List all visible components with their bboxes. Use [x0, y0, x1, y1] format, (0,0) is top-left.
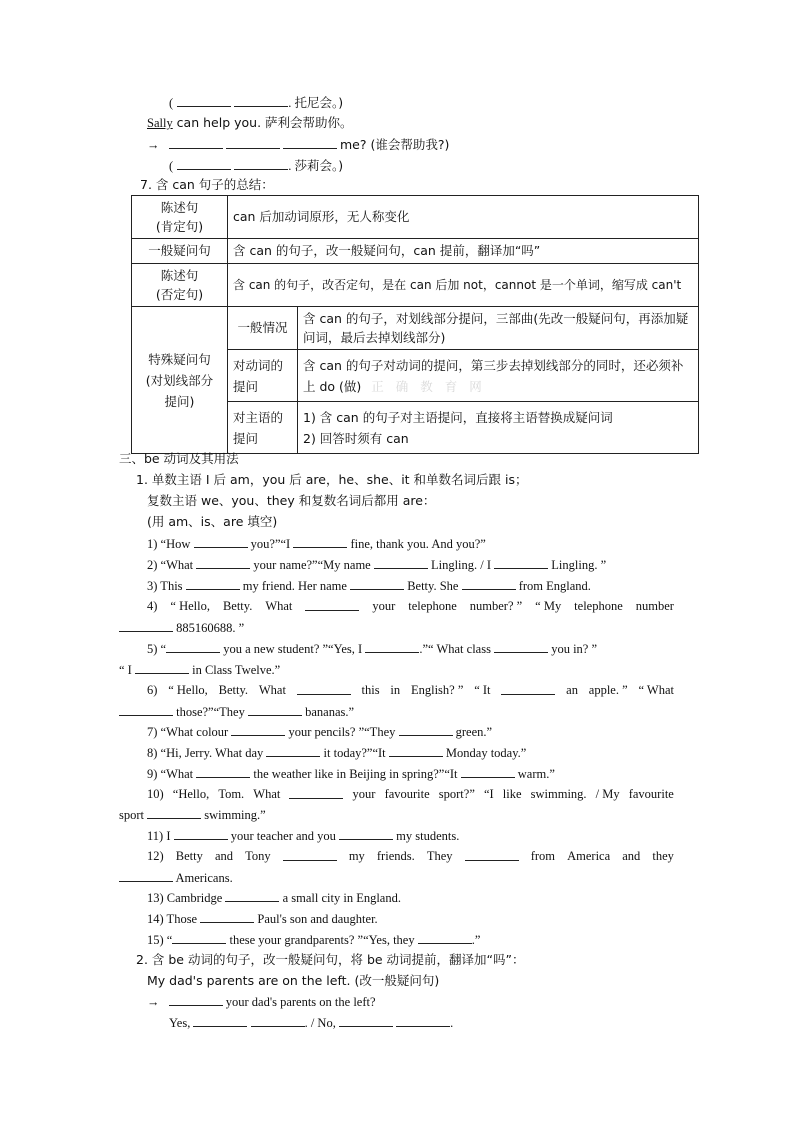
blank[interactable]	[396, 1014, 450, 1027]
blank[interactable]	[297, 682, 351, 695]
blank[interactable]	[494, 556, 548, 569]
blank[interactable]	[339, 827, 393, 840]
exercise-9: 9) “What the weather like in Beijing in spring?”“It warm.”	[147, 767, 555, 781]
blank[interactable]	[200, 910, 254, 923]
answer-line-2: ( . 莎莉会。)	[169, 158, 344, 173]
blank[interactable]	[462, 577, 516, 590]
blank[interactable]	[166, 640, 220, 653]
exercise-6-cont: those?”“They bananas.”	[119, 703, 354, 720]
blank[interactable]	[135, 661, 189, 674]
blank[interactable]	[365, 640, 419, 653]
table-row: 陈述句 (肯定句) can 后加动词原形，无人称变化	[132, 196, 699, 239]
blank[interactable]	[225, 889, 279, 902]
table-row: 对动词的 提问 含 can 的句子对动词的提问，第三步去掉划线部分的同时，还必须补上 do (做) 正 确 教 育 网	[132, 350, 699, 402]
blank[interactable]	[147, 806, 201, 819]
blank[interactable]	[177, 94, 231, 107]
can-summary-table	[131, 195, 699, 454]
blank[interactable]	[293, 535, 347, 548]
answer-line-1: ( . 托尼会。)	[169, 95, 344, 110]
exercise-13: 13) Cambridge a small city in England.	[147, 891, 401, 905]
blank[interactable]	[374, 556, 428, 569]
table-row: 一般疑问句 含 can 的句子，改一般疑问句，can 提前，翻译加“吗”	[132, 239, 699, 264]
exercise-5-cont: “ I in Class Twelve.”	[119, 663, 281, 677]
blank[interactable]	[418, 931, 472, 944]
exercise-14: 14) Those Paul's son and daughter.	[147, 912, 378, 926]
blank[interactable]	[186, 577, 240, 590]
watermark: 正 确 教 育 网	[371, 378, 486, 394]
part2-heading: 2. 含 be 动词的句子，改一般疑问句，将 be 动词提前，翻译加“吗”：	[136, 952, 525, 967]
blank[interactable]	[172, 931, 226, 944]
blank[interactable]	[305, 598, 359, 611]
blank[interactable]	[283, 848, 337, 861]
arrow-icon: →	[147, 138, 160, 152]
part2-answer: Yes, . / No, .	[169, 1016, 454, 1030]
exercise-4-cont: 885160688. ”	[119, 619, 244, 636]
exercise-10: 10) “Hello, Tom. What your favourite sport?” “I like swimming. / My favourite	[147, 787, 674, 801]
table-row: 特殊疑问句 (对划线部分 提问) 一般情况 含 can 的句子，对划线部分提问，三部曲(先改一般疑问句，再添加疑问词，最后去掉划线部分)	[132, 307, 699, 350]
blank[interactable]	[283, 136, 337, 149]
blank[interactable]	[119, 703, 173, 716]
blank[interactable]	[251, 1014, 305, 1027]
blank[interactable]	[226, 136, 280, 149]
exercise-11: 11) I your teacher and you my students.	[147, 829, 460, 843]
blank[interactable]	[339, 1014, 393, 1027]
blank[interactable]	[248, 703, 302, 716]
blank[interactable]	[119, 869, 173, 882]
exercise-4: 4) “ Hello, Betty. What your telephone number? ” “ My telephone number	[147, 599, 674, 613]
blank[interactable]	[119, 619, 173, 632]
table-row: 陈述句 (否定句) 含 can 的句子，改否定句，是在 can 后加 not，cannot 是一个单词，缩写成 can't	[132, 264, 699, 307]
exercise-3: 3) This my friend. Her name Betty. She from England.	[147, 579, 591, 593]
summary-heading: 7. 含 can 句子的总结：	[140, 177, 274, 192]
blank[interactable]	[399, 723, 453, 736]
blank[interactable]	[289, 786, 343, 799]
exercise-12: 12) Betty and Tony my friends. They from America and they	[147, 849, 674, 863]
blank[interactable]	[196, 765, 250, 778]
exercise-10-cont: sport swimming.”	[119, 808, 266, 822]
part2-example: My dad's parents are on the left. (改一般疑问句)	[147, 973, 440, 988]
exercise-7: 7) “What colour your pencils? ”“They green.”	[147, 725, 493, 739]
section-title: 三、be 动词及其用法	[119, 451, 239, 466]
blank[interactable]	[234, 157, 288, 170]
instruction: (用 am、is、are 填空)	[147, 514, 278, 529]
rule-text: 复数主语 we、you、they 和复数名词后都用 are：	[147, 493, 436, 508]
rule-text: 1. 单数主语 I 后 am，you 后 are，he、she、it 和单数名词后跟 is；	[136, 472, 528, 487]
blank[interactable]	[196, 556, 250, 569]
blank[interactable]	[193, 1014, 247, 1027]
exercise-8: 8) “Hi, Jerry. What day it today?”“It Monday today.”	[147, 746, 527, 760]
blank[interactable]	[389, 744, 443, 757]
exercise-5: 5) “ you a new student? ”“Yes, I .”“ What class you in? ”	[147, 642, 598, 656]
blank[interactable]	[234, 94, 288, 107]
blank[interactable]	[169, 993, 223, 1006]
blank[interactable]	[266, 744, 320, 757]
table-row: 对主语的 提问 1) 含 can 的句子对主语提问，直接将主语替换成疑问词 2) 回答时须有 can	[132, 402, 699, 454]
blank[interactable]	[501, 682, 555, 695]
example-sentence: Sally can help you. 萨利会帮助你。	[147, 115, 353, 130]
blank[interactable]	[350, 577, 404, 590]
blank[interactable]	[494, 640, 548, 653]
blank[interactable]	[177, 157, 231, 170]
question-line: → me? (谁会帮助我?)	[147, 137, 450, 152]
blank[interactable]	[194, 535, 248, 548]
exercise-2: 2) “What your name?”“My name Lingling. / I Lingling. ”	[147, 558, 607, 572]
exercise-12-cont: Americans.	[119, 869, 233, 886]
exercise-1: 1) “How you?”“I fine, thank you. And you?”	[147, 537, 486, 551]
exercise-15: 15) “ these your grandparents? ”“Yes, they .”	[147, 933, 481, 947]
arrow-icon: →	[147, 995, 160, 1009]
blank[interactable]	[461, 765, 515, 778]
blank[interactable]	[231, 723, 285, 736]
blank[interactable]	[465, 848, 519, 861]
blank[interactable]	[169, 136, 223, 149]
exercise-6: 6) “ Hello, Betty. What this in English? ” “ It an apple. ” “ What	[147, 683, 674, 697]
part2-question: → your dad's parents on the left?	[147, 995, 376, 1009]
blank[interactable]	[174, 827, 228, 840]
